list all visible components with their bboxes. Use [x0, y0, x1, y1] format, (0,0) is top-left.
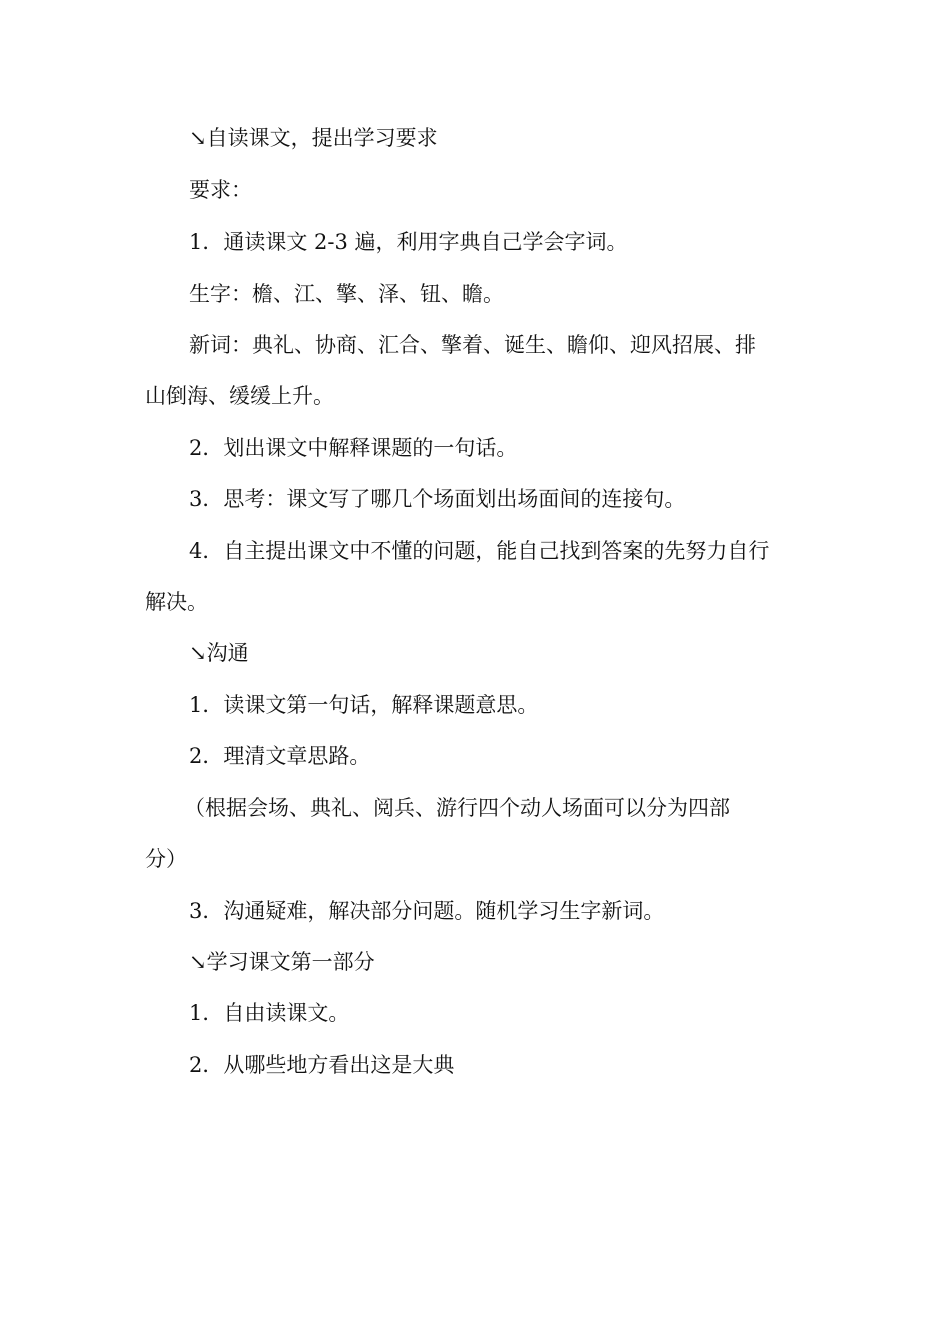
structure-note-line-1: （根据会场、典礼、阅兵、游行四个动人场面可以分为四部 — [184, 796, 730, 820]
communicate-item-1: 1．读课文第一句话，解释课题意思。 — [189, 693, 539, 717]
section-heading-communicate: ↘沟通 — [189, 641, 249, 665]
requirement-item-1: 1．通读课文 2-3 遍，利用字典自己学会字词。 — [189, 230, 628, 254]
requirement-item-4-line-2: 解决。 — [145, 590, 208, 614]
requirement-item-2: 2．划出课文中解释课题的一句话。 — [189, 436, 518, 460]
requirement-item-3: 3．思考：课文写了哪几个场面划出场面间的连接句。 — [189, 487, 686, 511]
section-heading-self-read: ↘自读课文，提出学习要求 — [189, 126, 438, 150]
new-characters: 生字：檐、江、擎、泽、钮、瞻。 — [189, 282, 504, 306]
requirement-item-4-line-1: 4．自主提出课文中不懂的问题，能自己找到答案的先努力自行 — [189, 539, 770, 563]
new-words-line-1: 新词：典礼、协商、汇合、擎着、诞生、瞻仰、迎风招展、排 — [189, 333, 756, 357]
requirements-label: 要求： — [189, 178, 252, 202]
part-one-item-2: 2．从哪些地方看出这是大典 — [189, 1053, 455, 1077]
communicate-item-2: 2．理清文章思路。 — [189, 744, 371, 768]
part-one-item-1: 1．自由读课文。 — [189, 1001, 350, 1025]
structure-note-line-2: 分） — [145, 847, 187, 871]
communicate-item-3: 3．沟通疑难，解决部分问题。随机学习生字新词。 — [189, 899, 665, 923]
section-heading-part-one: ↘学习课文第一部分 — [189, 950, 375, 974]
new-words-line-2: 山倒海、缓缓上升。 — [145, 384, 334, 408]
